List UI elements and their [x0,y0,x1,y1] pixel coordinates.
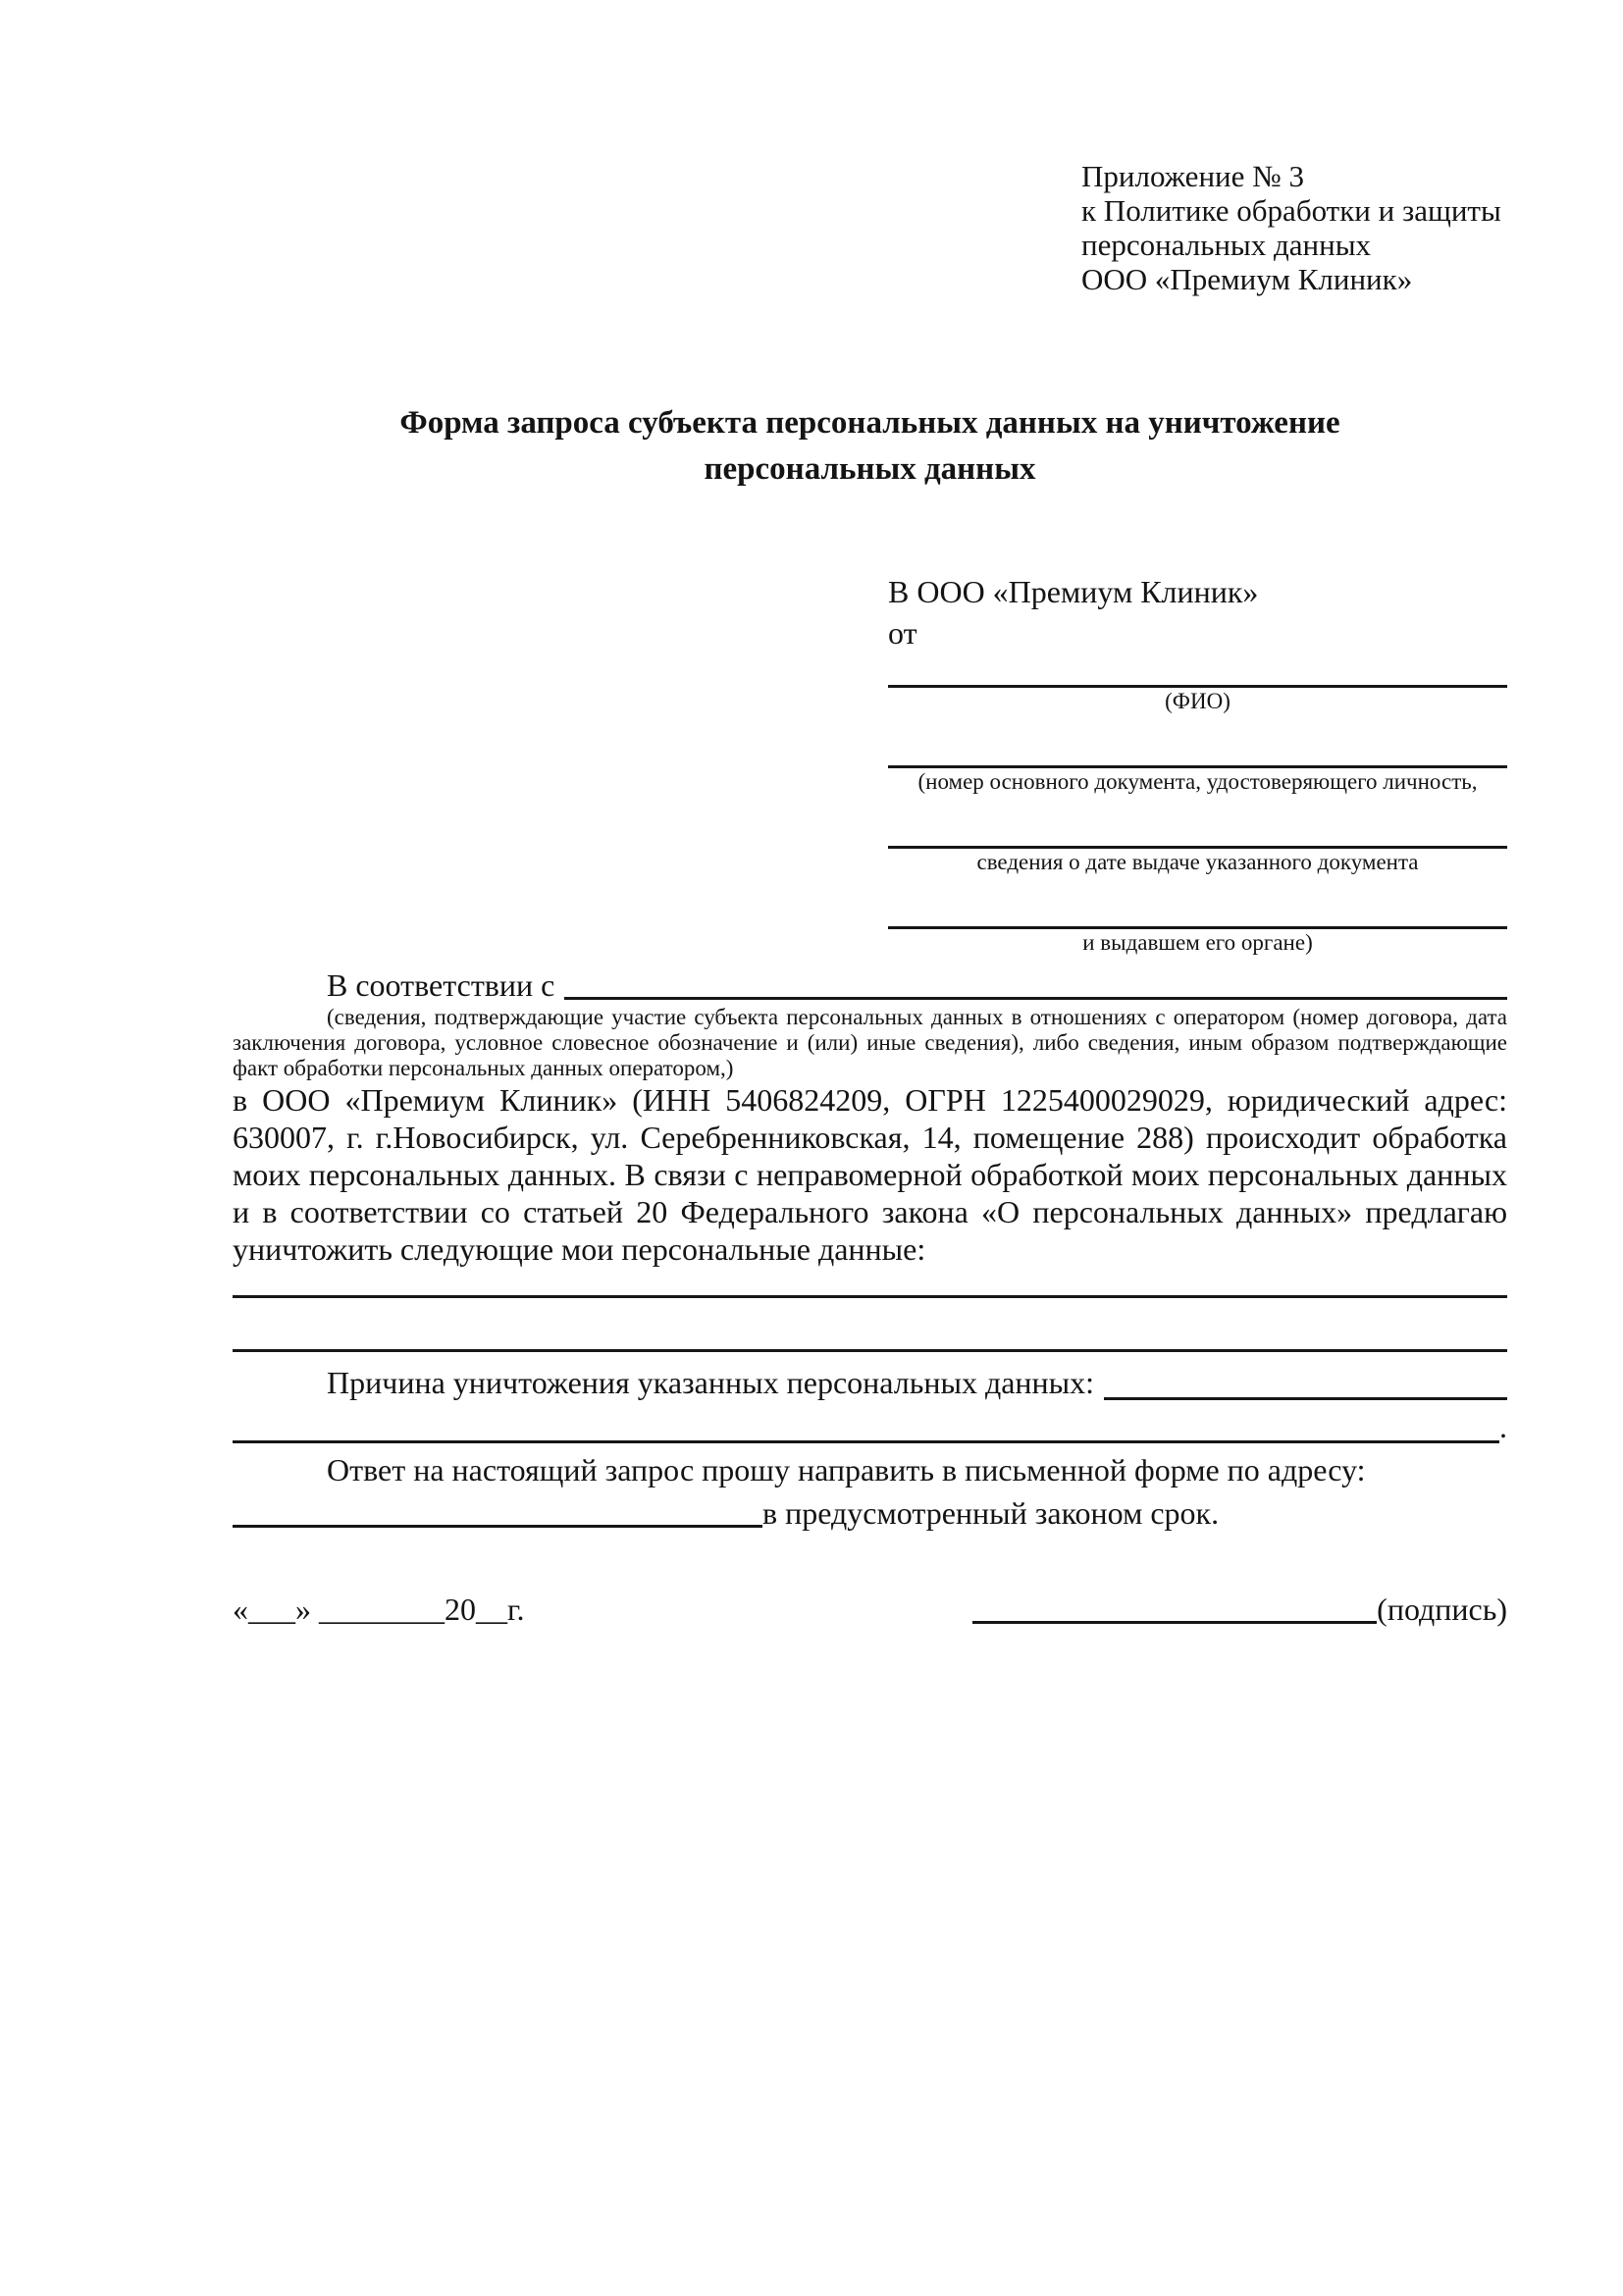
appendix-note-line: персональных данных [1081,228,1372,262]
reason-blank-line-2 [233,1439,1499,1443]
reason-blank-line [1104,1396,1507,1400]
address-blank-line [233,1495,762,1528]
document-content [233,159,1507,1631]
accordance-note: (сведения, подтверждающие участие субъекта персональных данных в отношениях с оператором (номер договора, дата заключения договора, условное словесное обозначение и (или) иные сведения), либо сведения, иным образом подтверждающие факт обработки персональных данных оператором,) [233,1005,1507,1080]
appendix-note-line: ООО «Премиум Клиник» [1081,262,1413,296]
reason-row [233,1360,1507,1405]
response-request: Ответ на настоящий запрос прошу направить в письменной форме по адресу: [327,1452,1366,1487]
document-number-caption: (номер основного документа, удостоверяющего личность, [917,769,1478,794]
issuing-authority-caption: и выдавшем его органе) [1082,930,1313,955]
appendix-note-line: к Политике обработки и защиты [1081,193,1501,228]
fio-caption: (ФИО) [1165,689,1230,713]
appendix-note [1081,159,1507,296]
document-number-blank-line [888,744,1507,768]
signature-area [972,1588,1507,1631]
fio-blank-line [888,663,1507,688]
accordance-prefix: В соответствии с [327,967,555,1003]
trailing-period: . [1499,1409,1507,1444]
personal-data-blank-line [233,1298,1507,1352]
addressee-from-label: от [888,615,917,651]
personal-data-blank-line [233,1268,1507,1298]
addressee-to: В ООО «Премиум Клиник» [888,574,1259,609]
main-paragraph: в ООО «Премиум Клиник» (ИНН 5406824209, ОГРН 1225400029029, юридический адрес: 630007, г. г.Новосибирск, ул. Серебренниковская, 14, помещение 288) происходит обработка моих персональных данных. В связи с неправомерной обработкой моих персональных данных и в соответствии со статьей 20 Федерального закона «О персональных данных» предлагаю уничтожить следующие мои персональные данные: [233,1082,1507,1267]
document-title-line: персональных данных [704,451,1036,487]
signoff-row [233,1588,1507,1631]
appendix-note-line: Приложение № 3 [1081,159,1304,193]
issuing-authority-blank-line [888,905,1507,929]
signature-blank-line [972,1592,1377,1624]
accordance-blank-line [564,996,1507,1000]
issue-date-blank-line [888,824,1507,849]
accordance-row [233,965,1507,1005]
document-title-line: Форма запроса субъекта персональных данных на уничтожение [399,405,1340,441]
reason-continuation-row [233,1405,1507,1448]
addressee-block [888,571,1507,956]
response-address-row [233,1491,1507,1535]
document-title [233,400,1507,493]
signature-caption: (подпись) [1377,1592,1507,1627]
issue-date-caption: сведения о дате выдаче указанного документа [976,850,1419,874]
date-template: «___» ________20__г. [233,1592,525,1627]
reason-label: Причина уничтожения указанных персональных данных: [327,1365,1095,1400]
response-suffix: в предусмотренный законом срок. [762,1495,1220,1531]
